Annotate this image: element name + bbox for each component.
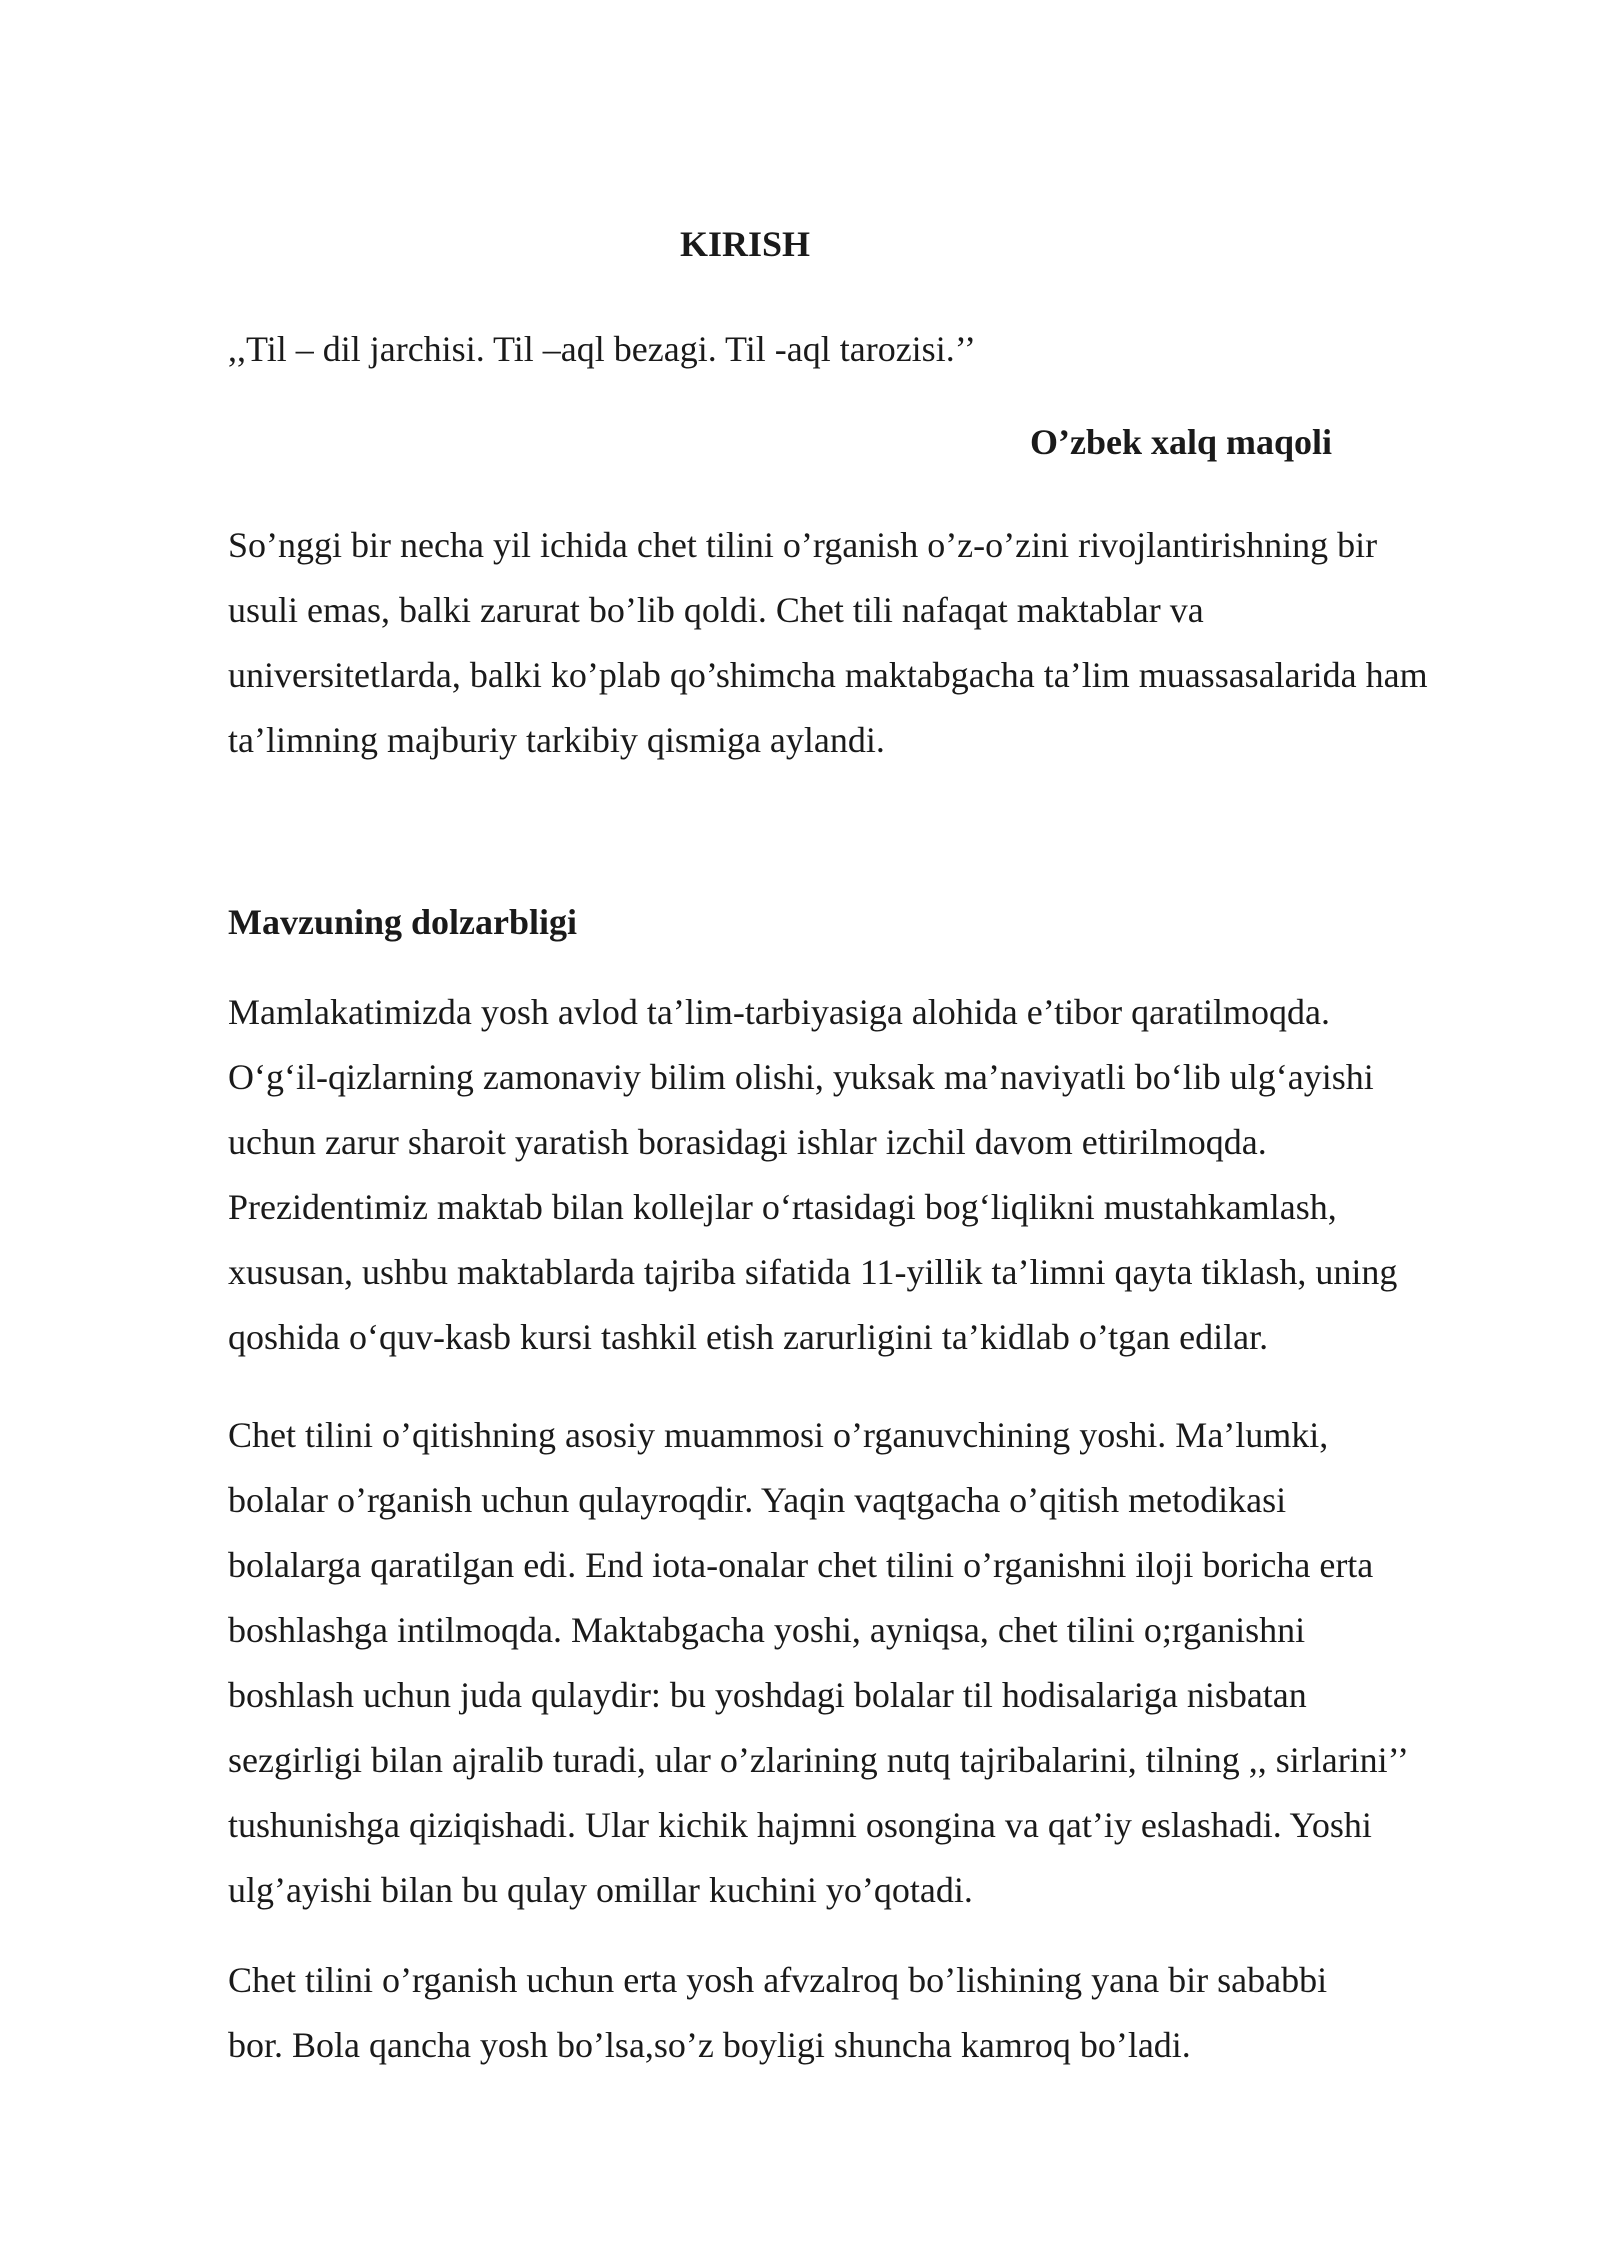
text-line: sezgirligi bilan ajralib turadi, ular o’zlarining nutq tajribalarini, tilning ,, sirlarini’’ — [228, 1740, 1409, 1780]
section-paragraph-3 — [228, 1948, 1518, 2078]
text-line: ulg’ayishi bilan bu qulay omillar kuchini yo’qotadi. — [228, 1870, 973, 1910]
text-line: bolalar o’rganish uchun qulayroqdir. Yaqin vaqtgacha o’qitish metodikasi — [228, 1480, 1287, 1520]
section-heading: Mavzuning dolzarbligi — [228, 902, 578, 942]
text-line: xususan, ushbu maktablarda tajriba sifatida 11-yillik ta’limni qayta tiklash, uning — [228, 1252, 1398, 1292]
section-paragraph-2 — [228, 1403, 1518, 1923]
text-line: boshlashga intilmoqda. Maktabgacha yoshi, ayniqsa, chet tilini o;rganishni — [228, 1610, 1306, 1650]
text-line: Mamlakatimizda yosh avlod ta’lim-tarbiyasiga alohida e’tibor qaratilmoqda. — [228, 992, 1331, 1032]
text-line: Chet tilini o’qitishning asosiy muammosi o’rganuvchining yoshi. Ma’lumki, — [228, 1415, 1329, 1455]
epigraph-attribution: O’zbek xalq maqoli — [1030, 422, 1333, 462]
text-line: Prezidentimiz maktab bilan kollejlar o‘rtasidagi bog‘liqlikni mustahkamlash, — [228, 1187, 1337, 1227]
text-line: bor. Bola qancha yosh bo’lsa,so’z boyligi shuncha kamroq bo’ladi. — [228, 2025, 1191, 2065]
text-line: ta’limning majburiy tarkibiy qismiga aylandi. — [228, 720, 885, 760]
text-line: So’nggi bir necha yil ichida chet tilini o’rganish o’z-o’zini rivojlantirishning bir — [228, 525, 1378, 565]
text-line: usuli emas, balki zarurat bo’lib qoldi. Chet tili nafaqat maktablar va — [228, 590, 1204, 630]
text-line: tushunishga qiziqishadi. Ular kichik hajmni osongina va qat’iy eslashadi. Yoshi — [228, 1805, 1372, 1845]
text-line: Chet tilini o’rganish uchun erta yosh afvzalroq bo’lishining yana bir sababbi — [228, 1960, 1328, 2000]
section-paragraph-1 — [228, 980, 1518, 1370]
intro-paragraph — [228, 513, 1518, 773]
text-line: O‘g‘il-qizlarning zamonaviy bilim olishi, yuksak ma’naviyatli bo‘lib ulg‘ayishi — [228, 1057, 1374, 1097]
text-line: universitetlarda, balki ko’plab qo’shimcha maktabgacha ta’lim muassasalarida ham — [228, 655, 1428, 695]
text-line: boshlash uchun juda qulaydir: bu yoshdagi bolalar til hodisalariga nisbatan — [228, 1675, 1307, 1715]
text-line: bolalarga qaratilgan edi. End iota-onalar chet tilini o’rganishni iloji boricha erta — [228, 1545, 1374, 1585]
text-line: uchun zarur sharoit yaratish borasidagi ishlar izchil davom ettirilmoqda. — [228, 1122, 1267, 1162]
document-title: KIRISH — [679, 224, 811, 264]
text-line: qoshida o‘quv-kasb kursi tashkil etish zarurligini ta’kidlab o’tgan edilar. — [228, 1317, 1269, 1357]
epigraph: ,,Til – dil jarchisi. Til –aql bezagi. Til -aql tarozisi.’’ — [228, 329, 977, 369]
